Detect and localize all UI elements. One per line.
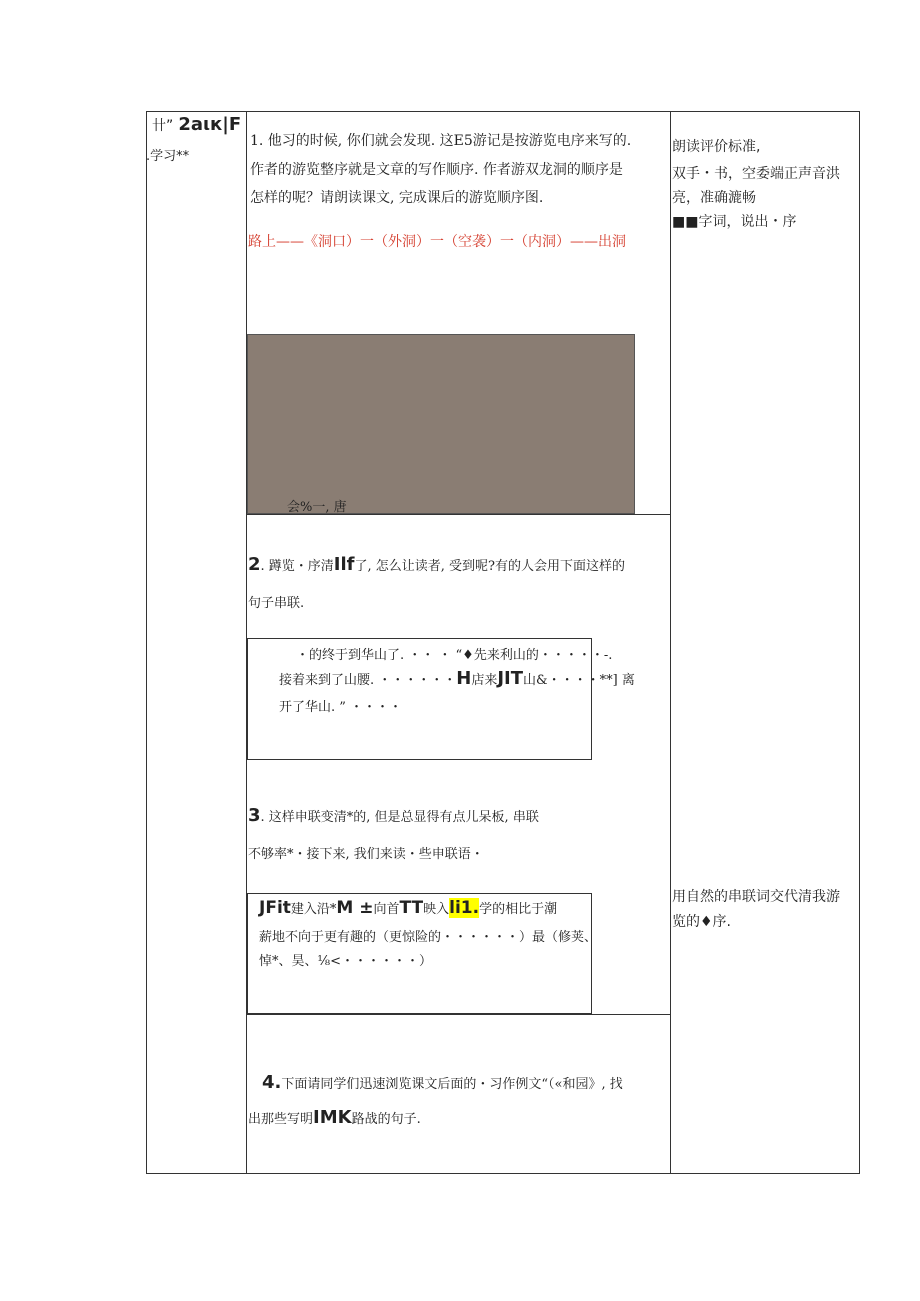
- q2-example-bold-1: H: [456, 668, 472, 689]
- q4-line-2a: 出那些写明: [248, 1112, 314, 1127]
- q2-example-line-1: ・的终于到华山了. ・・ ・ “♦先来利山的・・・・・-.: [296, 648, 613, 663]
- goal-line-1: 用自然的串联词交代清我游: [672, 889, 840, 905]
- q2-bold: Ilf: [333, 554, 355, 575]
- left-title-a: 卄”: [152, 118, 174, 134]
- q3-number: 3: [248, 805, 261, 826]
- q1-line-1: 1. 他习的时候, 你们就会发现. 这E5游记是按游览电序来写的.: [250, 133, 632, 149]
- criteria-line-2: 双手・书，空委端正声音洪: [672, 166, 840, 182]
- q4-line-1: [262, 1072, 623, 1093]
- criteria-title: 朗读评价标准,: [672, 139, 761, 155]
- left-subtitle: .学习**: [146, 149, 190, 164]
- q2-example-2b: 店来: [471, 673, 498, 688]
- q3-box-bold-1: JFit: [259, 898, 291, 918]
- q3-box-text-2: 向首: [373, 902, 400, 917]
- q3-box-text-1: 建入沿*: [290, 902, 337, 917]
- q3-box-line-2: 薪地不向于更有趣的（更惊险的・・・・・・）最（修荚、: [259, 930, 598, 945]
- q3-line-1-text: . 这样申联变清*的, 但是总显得有点儿呆板, 串联: [260, 810, 539, 825]
- q4-line-2-bold: IMK: [313, 1107, 352, 1128]
- q2-number: 2: [248, 554, 261, 575]
- q3-box-line-1: [259, 898, 557, 918]
- left-title: [152, 114, 241, 135]
- row-divider-2: [246, 1014, 670, 1015]
- q1-route-answer: 路上——《洞口）一（外洞）一（空袭）一（内洞）——出洞: [248, 234, 626, 250]
- q4-line-2: [248, 1107, 421, 1128]
- q3-box-bold-2: M ±: [336, 898, 374, 918]
- q1-line-2: 作者的游览整序就是文章的写作顺序. 作者游双龙洞的顺序是: [250, 162, 623, 178]
- q3-line-1: [248, 805, 539, 826]
- q2-example-bold-2: JIT: [497, 668, 524, 689]
- q2-line-2: 句子串联.: [248, 596, 305, 611]
- q3-box-text-3: 映入: [423, 902, 450, 917]
- q4-number: 4.: [262, 1072, 282, 1093]
- q2-example-2a: 接着来到了山腰. ・・・・・・: [279, 673, 457, 688]
- q3-box-highlight: li1.: [449, 898, 480, 918]
- q1-photo: [247, 334, 635, 514]
- criteria-line-3: 亮，准确漉畅: [672, 190, 756, 206]
- q2-line-1: [248, 554, 625, 575]
- q3-box-bold-3: TT: [399, 898, 424, 918]
- left-title-b: 2aιк|F: [178, 114, 242, 135]
- table-bottom-border: [146, 1173, 860, 1174]
- q4-line-1-text: 下面请同学们迅速浏览课文后面的・习作例文“（«和园》, 找: [281, 1077, 623, 1092]
- column-divider-2: [670, 111, 671, 1174]
- goal-line-2: 览的♦序.: [672, 914, 732, 930]
- q2-example-line-2: [279, 668, 635, 689]
- criteria-line-4: ■■字词，说出・序: [672, 214, 797, 230]
- q3-box-line-3: 悼*、昊、⅛<・・・・・・）: [259, 954, 432, 969]
- q2-example-2c: 山&・・・・**] 离: [523, 673, 635, 688]
- table-right-border: [859, 111, 860, 1174]
- q4-line-2b: 路战的句子.: [351, 1112, 421, 1127]
- q2-text-a: . 蹲览・序清: [260, 559, 334, 574]
- q1-photo-caption: 会%一, 唐: [287, 500, 347, 515]
- q2-text-b: 了, 怎么让读者, 受到呢?有的人会用下面这样的: [354, 559, 625, 574]
- q3-box-text-4: 学的相比于潮: [479, 902, 558, 917]
- table-left-border: [146, 111, 147, 1174]
- q3-line-2: 不够率*・接下来, 我们来读・些申联语・: [248, 847, 484, 862]
- table-top-border: [146, 111, 860, 112]
- q1-line-3: 怎样的呢？请朗读课文, 完成课后的游览顺序图.: [250, 190, 544, 206]
- q2-example-line-3: 开了华山. ” ・・・・: [279, 700, 403, 715]
